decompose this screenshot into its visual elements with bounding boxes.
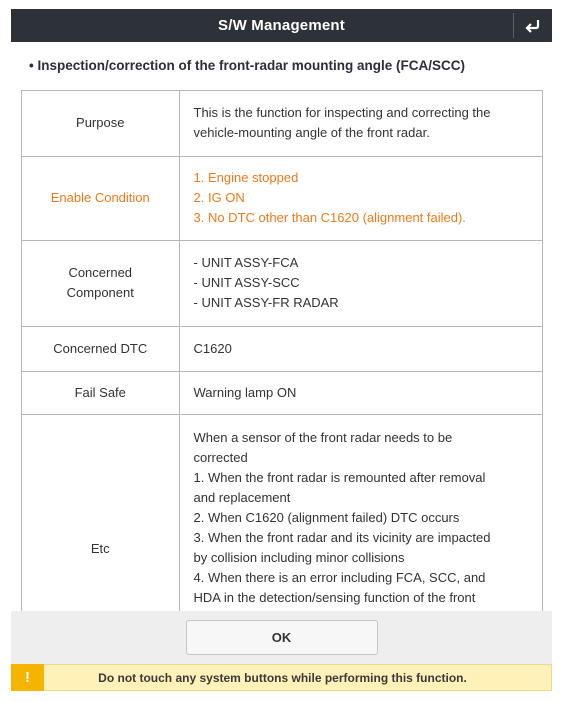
- warning-text: Do not touch any system buttons while performing this function.: [98, 670, 467, 685]
- button-bar: [11, 611, 552, 664]
- info-table-scroll[interactable]: [21, 90, 543, 611]
- value-line: When a sensor of the front radar needs to be: [193, 429, 453, 445]
- row-value: [179, 371, 542, 414]
- row-label: Etc: [22, 414, 179, 680]
- title-bar: [11, 9, 552, 42]
- value-line: and replacement: [193, 489, 291, 505]
- value-line: 2. When C1620 (alignment failed) DTC occurs: [193, 509, 460, 525]
- back-button[interactable]: [514, 9, 552, 42]
- exclamation-icon: !: [11, 664, 44, 691]
- value-line: C1620: [193, 340, 232, 356]
- row-label: [22, 240, 179, 326]
- window-title: S/W Management: [218, 17, 345, 34]
- value-line: 1. Engine stopped: [193, 170, 299, 185]
- value-line: vehicle-mounting angle of the front radar.: [193, 125, 430, 141]
- table-row-concerned-component: [22, 240, 542, 326]
- value-line: 3. No DTC other than C1620 (alignment failed).: [193, 210, 466, 225]
- value-line: This is the function for inspecting and correcting the: [193, 105, 491, 121]
- value-line: 2. IG ON: [193, 190, 245, 205]
- info-table: [22, 91, 542, 681]
- row-label: Enable Condition: [22, 156, 179, 240]
- row-value: [179, 326, 542, 371]
- row-label: Purpose: [22, 91, 179, 156]
- row-label: Concerned DTC: [22, 326, 179, 371]
- row-value: [179, 240, 542, 326]
- value-line: - UNIT ASSY-FR RADAR: [193, 295, 339, 310]
- table-row-concerned-dtc: [22, 326, 542, 371]
- row-label: Fail Safe: [22, 371, 179, 414]
- value-line: HDA in the detection/sensing function of the front: [193, 589, 476, 605]
- value-line: corrected: [193, 449, 248, 465]
- row-value: [179, 156, 542, 240]
- value-line: 4. When there is an error including FCA, SCC, and: [193, 569, 486, 585]
- value-line: 3. When the front radar and its vicinity are impacted: [193, 529, 491, 545]
- return-arrow-icon: [524, 18, 542, 34]
- value-line: Warning lamp ON: [193, 384, 297, 400]
- value-line: by collision including minor collisions: [193, 549, 405, 565]
- value-line: - UNIT ASSY-FCA: [193, 255, 299, 270]
- table-row-purpose: [22, 91, 542, 156]
- value-line: - UNIT ASSY-SCC: [193, 275, 300, 290]
- label-line: Component: [66, 285, 134, 300]
- value-line: 1. When the front radar is remounted after removal: [193, 469, 486, 485]
- row-value: [179, 91, 542, 156]
- ok-button[interactable]: OK: [186, 620, 378, 655]
- section-heading: • Inspection/correction of the front-radar mounting angle (FCA/SCC): [29, 58, 465, 73]
- warning-banner: [11, 664, 552, 691]
- label-line: Concerned: [68, 265, 133, 280]
- table-row-fail-safe: [22, 371, 542, 414]
- table-row-enable-condition: [22, 156, 542, 240]
